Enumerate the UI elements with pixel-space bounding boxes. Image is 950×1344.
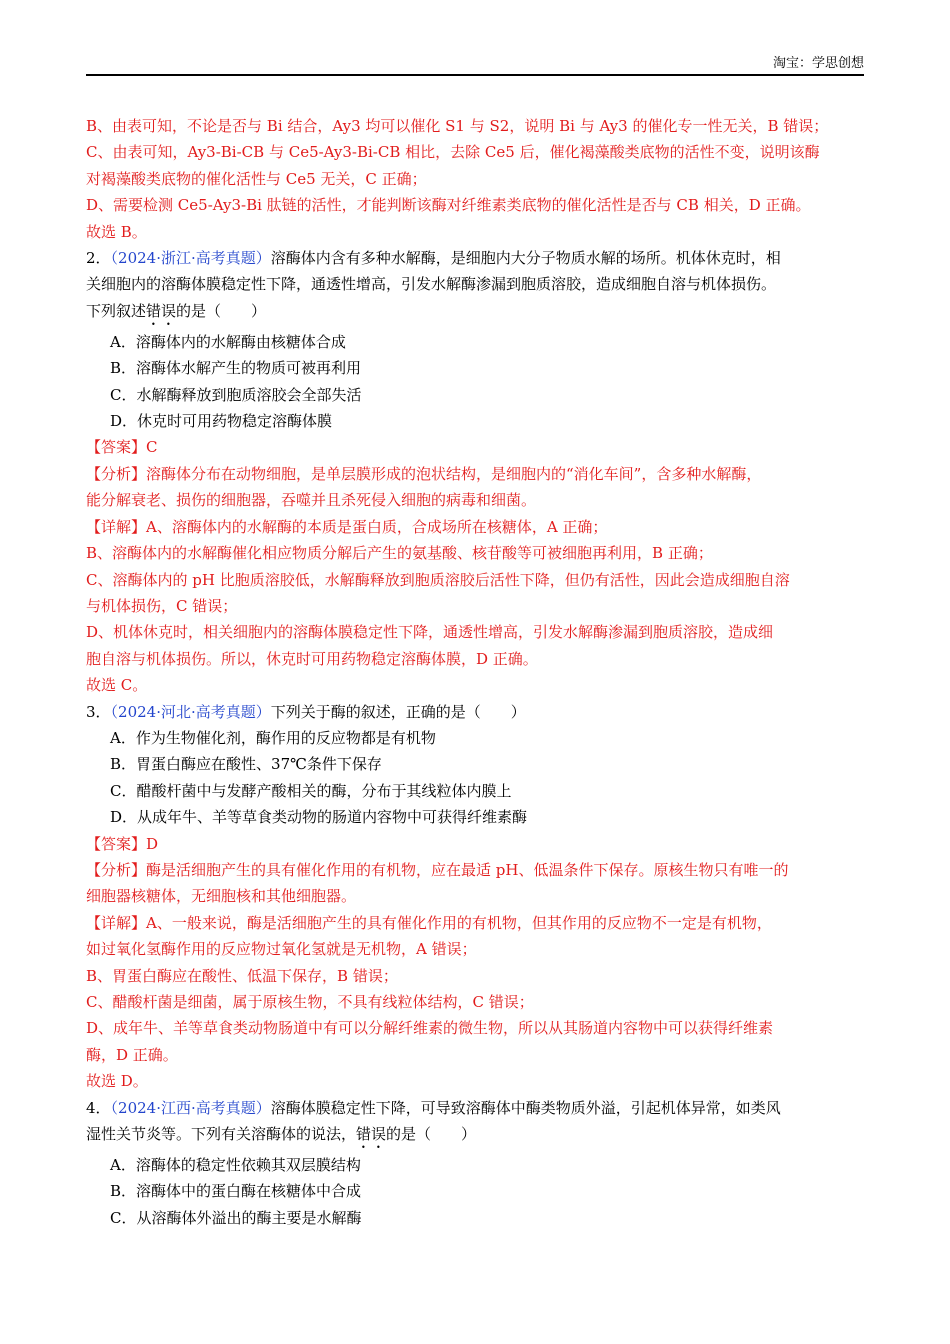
detail-line: 胞自溶与机体损伤。所以，休克时可用药物稳定溶酶体膜，D 正确。 (86, 649, 538, 668)
option-b: B．溶酶体中的蛋白酶在核糖体中合成 (110, 1182, 362, 1201)
option-b: B．溶酶体水解产生的物质可被再利用 (110, 359, 362, 378)
detail-line: 酶，D 正确。 (86, 1045, 178, 1064)
explanation-line: 对褐藻酸类底物的催化活性与 Ce5 无关，C 正确； (86, 169, 427, 188)
emphasized-word: 错误 (146, 301, 177, 320)
question-number: 4． (86, 1098, 111, 1117)
question-2 (86, 245, 866, 699)
analysis-line: 细胞器核糖体，无细胞核和其他细胞器。 (86, 887, 357, 906)
option-b: B．胃蛋白酶应在酸性、37℃条件下保存 (110, 755, 382, 774)
question-stem (86, 1095, 866, 1121)
detail-line: B、溶酶体内的水解酶催化相应物质分解后产生的氨基酸、核苷酸等可被细胞再利用，B 正确； (86, 544, 713, 563)
option-c: C．水解酶释放到胞质溶胶会全部失活 (110, 385, 362, 404)
question-stem (86, 699, 866, 725)
stem-text: 的是（ ） (176, 301, 267, 320)
analysis-line: 能分解衰老、损伤的细胞器，吞噬并且杀死侵入细胞的病毒和细菌。 (86, 491, 537, 510)
header-text: 淘宝：学思创想 (772, 56, 864, 71)
question-source: （2024·江西·高考真题） (110, 1098, 271, 1117)
analysis-line: 【分析】溶酶体分布在动物细胞，是单层膜形成的泡状结构，是细胞内的“消化车间”，含多种水解酶， (86, 464, 762, 483)
stem-text: 的是（ ） (386, 1125, 477, 1144)
stem-text: 溶酶体膜稳定性下降，可导致溶酶体中酶类物质外溢，引起机体异常，如类风 (270, 1098, 781, 1117)
question-stem (86, 245, 866, 271)
emphasized-word: 错误 (356, 1125, 387, 1144)
question-4 (86, 1095, 866, 1232)
detail-line: 与机体损伤，C 错误； (86, 596, 238, 615)
question-3 (86, 699, 866, 1095)
detail-line: D、成年牛、羊等草食类动物肠道中有可以分解纤维素的微生物，所以从其肠道内容物中可以获得纤维素 (86, 1019, 774, 1038)
detail-line: 【详解】A、一般来说，酶是活细胞产生的具有催化作用的有机物，但其作用的反应物不一定是有机物， (86, 913, 772, 932)
detail-line: C、溶酶体内的 pH 比胞质溶胶低，水解酶释放到胞质溶胶后活性下降，但仍有活性，因此会造成细胞自溶 (86, 570, 790, 589)
stem-text: 溶酶体内含有多种水解酶，是细胞内大分子物质水解的场所。机体休克时，相 (270, 249, 781, 268)
question-number: 3． (86, 702, 111, 721)
detail-line: C、醋酸杆菌是细菌，属于原核生物，不具有线粒体结构，C 错误； (86, 993, 534, 1011)
option-a: A．作为生物催化剂，酶作用的反应物都是有机物 (110, 728, 436, 747)
detail-line: D、机体休克时，相关细胞内的溶酶体膜稳定性下降，通透性增高，引发水解酶渗漏到胞质溶胶，造成细 (86, 623, 774, 642)
answer: 【答案】C (86, 438, 158, 457)
analysis-line: 【分析】酶是活细胞产生的具有催化作用的有机物，应在最适 pH、低温条件下保存。原核生物只有唯一的 (86, 860, 789, 879)
question-stem (86, 298, 866, 329)
page-header (86, 56, 864, 76)
stem-text: 下列叙述 (86, 301, 147, 320)
answer: 【答案】D (86, 834, 159, 853)
stem-text: 下列关于酶的叙述，正确的是（ ） (270, 702, 526, 721)
option-c: C．从溶酶体外溢出的酶主要是水解酶 (110, 1208, 362, 1227)
explanation-line: C、由表可知，Ay3-Bi-CB 与 Ce5-Ay3-Bi-CB 相比，去除 Ce5 后，催化褐藻酸类底物的活性不变，说明该酶 (86, 143, 820, 162)
explanation-line: D、需要检测 Ce5-Ay3-Bi 肽链的活性，才能判断该酶对纤维素类底物的催化活性是否与 CB 相关，D 正确。 (86, 196, 811, 215)
option-d: D．从成年牛、羊等草食类动物的肠道内容物中可获得纤维素酶 (110, 808, 528, 827)
detail-line: B、胃蛋白酶应在酸性、低温下保存，B 错误； (86, 966, 398, 985)
question-stem (86, 1121, 866, 1152)
option-a: A．溶酶体的稳定性依赖其双层膜结构 (110, 1156, 361, 1175)
stem-text: 湿性关节炎等。下列有关溶酶体的说法， (86, 1125, 357, 1144)
detail-line: 【详解】A、溶酶体内的水解酶的本质是蛋白质，合成场所在核糖体，A 正确； (86, 517, 608, 536)
stem-text: 关细胞内的溶酶体膜稳定性下降，通透性增高，引发水解酶渗漏到胞质溶胶，造成细胞自溶与机体损伤。 (86, 275, 777, 294)
previous-explanation (86, 113, 866, 245)
question-source: （2024·浙江·高考真题） (110, 249, 271, 268)
detail-line: 故选 D。 (86, 1072, 148, 1091)
question-source: （2024·河北·高考真题） (110, 702, 271, 721)
explanation-line: B、由表可知，不论是否与 Bi 结合，Ay3 均可以催化 S1 与 S2，说明 Bi 与 Ay3 的催化专一性无关，B 错误； (86, 117, 829, 135)
question-number: 2． (86, 249, 111, 268)
detail-line: 如过氧化氢酶作用的反应物过氧化氢就是无机物，A 错误； (86, 940, 477, 959)
explanation-line: 故选 B。 (86, 222, 147, 241)
detail-line: 故选 C。 (86, 676, 148, 695)
option-d: D．休克时可用药物稳定溶酶体膜 (110, 412, 333, 431)
option-a: A．溶酶体内的水解酶由核糖体合成 (110, 332, 346, 351)
option-c: C．醋酸杆菌中与发酵产酸相关的酶，分布于其线粒体内膜上 (110, 781, 512, 800)
document-content (86, 113, 866, 1231)
